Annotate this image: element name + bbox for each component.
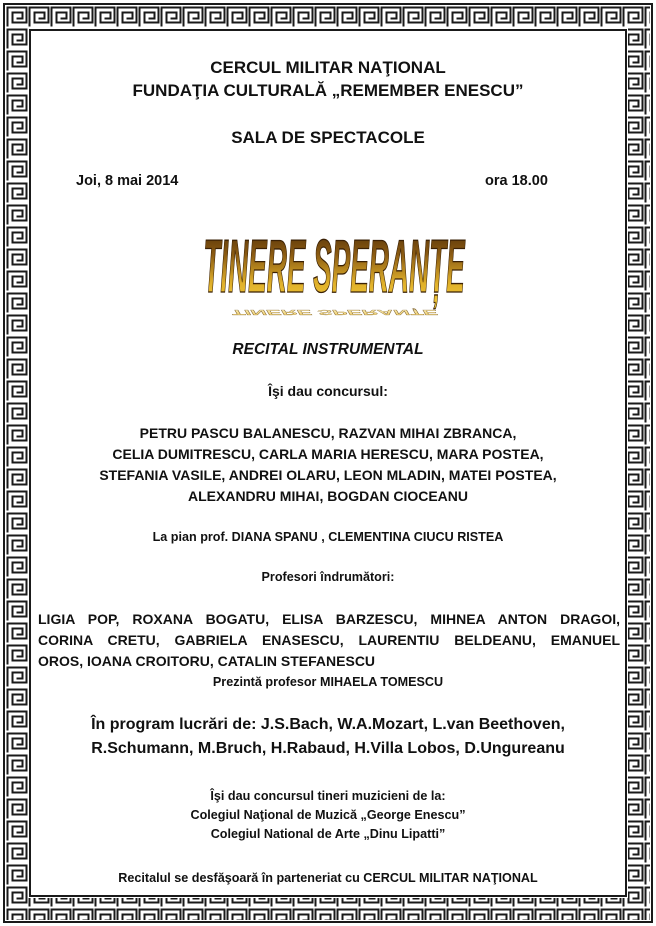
teachers-line: OROS, IOANA CROITORU, CATALIN STEFANESCU — [38, 653, 376, 669]
event-time: ora 18.00 — [485, 173, 548, 189]
program-line-2: R.Schumann, M.Bruch, H.Rabaud, H.Villa Lobos, D.Ungureanu — [91, 740, 565, 757]
partnership-note: Recitalul se desfăşoară în parteneriat cu CERCUL MILITAR NAŢIONAL — [118, 871, 538, 885]
school-2: Colegiul National de Arte „Dinu Lipatti” — [210, 827, 446, 841]
performers-line: CELIA DUMITRESCU, CARLA MARIA HERESCU, MARA POSTEA, — [112, 446, 544, 462]
piano-accompanists: La pian prof. DIANA SPANU , CLEMENTINA CIUCU RISTEA — [152, 530, 504, 544]
venue: SALA DE SPECTACOLE — [231, 128, 425, 147]
performers-line: PETRU PASCU BALANESCU, RAZVAN MIHAI ZBRANCA, — [139, 425, 517, 441]
title-logo-reflection: TINERE SPERANȚE — [230, 308, 438, 317]
teachers-line: CORINA CRETU, GABRIELA ENASESCU, LAURENTIU BELDEANU, EMANUEL — [38, 632, 620, 648]
teachers-heading: Profesori îndrumători: — [261, 570, 395, 584]
subtitle: RECITAL INSTRUMENTAL — [232, 341, 424, 358]
program-line-1: În program lucrări de: J.S.Bach, W.A.Mozart, L.van Beethoven, — [91, 716, 565, 733]
title-logo-text: TINERE SPERANȚE — [203, 224, 466, 309]
title-logo — [190, 208, 480, 330]
schools-heading: Îşi dau concursul tineri muzicieni de la: — [210, 789, 446, 803]
school-1: Colegiul Naţional de Muzică „George Enescu” — [190, 808, 466, 822]
event-date: Joi, 8 mai 2014 — [76, 173, 179, 189]
title-logo-graphic — [190, 208, 480, 330]
performers-line: ALEXANDRU MIHAI, BOGDAN CIOCEANU — [188, 488, 468, 504]
performers-heading: Îşi dau concursul: — [268, 383, 388, 399]
org-line-1: CERCUL MILITAR NAŢIONAL — [210, 58, 446, 77]
teachers-line: LIGIA POP, ROXANA BOGATU, ELISA BARZESCU, MIHNEA ANTON DRAGOI, — [38, 611, 620, 627]
performers-line: STEFANIA VASILE, ANDREI OLARU, LEON MLADIN, MATEI POSTEA, — [99, 467, 557, 483]
presenter: Prezintă profesor MIHAELA TOMESCU — [212, 675, 444, 689]
org-line-2: FUNDAŢIA CULTURALĂ „REMEMBER ENESCU” — [132, 81, 524, 100]
